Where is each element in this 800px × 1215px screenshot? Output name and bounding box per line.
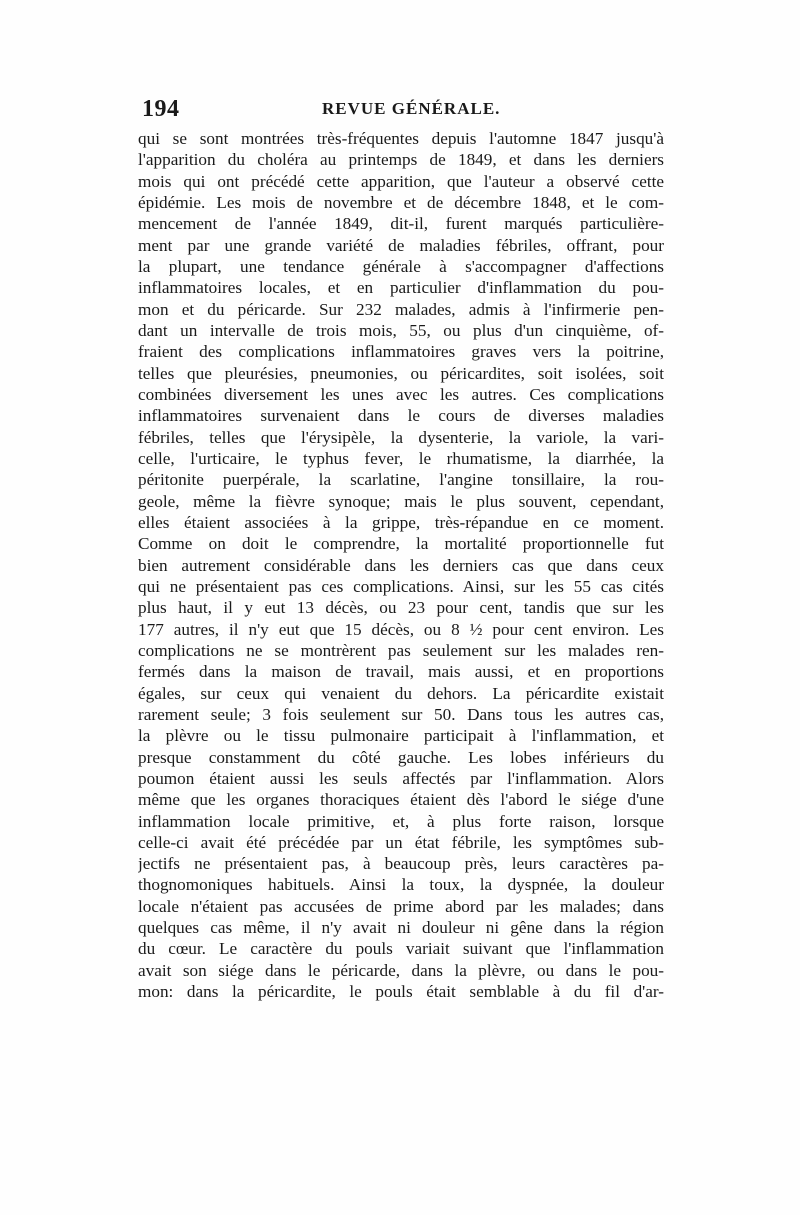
text-line: presque constamment du côté gauche. Les lobes inférieurs du [138,747,664,767]
text-line: ment par une grande variété de maladies fébriles, offrant, pour [138,235,664,255]
text-line: rarement seule; 3 fois seulement sur 50. Dans tous les autres cas, [138,704,664,724]
text-line: dant un intervalle de trois mois, 55, ou plus d'un cinquième, of- [138,320,664,340]
text-line: jectifs ne présentaient pas, à beaucoup près, leurs caractères pa- [138,854,664,874]
text-line: péritonite puerpérale, la scarlatine, l'angine tonsillaire, la rou- [138,470,664,490]
page-number: 194 [142,96,180,122]
text-line: la plèvre ou le tissu pulmonaire participait à l'inflammation, et [138,726,664,746]
text-line: thognomoniques habituels. Ainsi la toux, la dyspnée, la douleur [138,875,664,895]
text-line: du cœur. Le caractère du pouls variait suivant que l'inflammation [138,939,664,959]
text-line: geole, même la fièvre synoque; mais le plus souvent, cependant, [138,491,664,511]
text-line: inflammation locale primitive, et, à plus forte raison, lorsque [138,811,664,831]
text-line: fraient des complications inflammatoires graves vers la poitrine, [138,342,664,362]
text-line: mon et du péricarde. Sur 232 malades, admis à l'infirmerie pen- [138,299,664,319]
text-line: inflammatoires locales, et en particulier d'inflammation du pou- [138,278,664,298]
text-line: fébriles, telles que l'érysipèle, la dysenterie, la variole, la vari- [138,427,664,447]
text-line: même que les organes thoraciques étaient dès l'abord le siége d'une [138,790,664,810]
text-line: égales, sur ceux qui venaient du dehors. La péricardite existait [138,683,664,703]
text-line: Comme on doit le comprendre, la mortalité proportionnelle fut [138,534,664,554]
text-line: mois qui ont précédé cette apparition, que l'auteur a observé cette [138,171,664,191]
text-line: qui ne présentaient pas ces complications. Ainsi, sur les 55 cas cités [138,576,664,596]
running-title: REVUE GÉNÉRALE. [322,99,501,118]
text-line: plus haut, il y eut 13 décès, ou 23 pour cent, tandis que sur les [138,598,664,618]
text-line: inflammatoires survenaient dans le cours de diverses maladies [138,406,664,426]
text-line: fermés dans la maison de travail, mais aussi, et en proportions [138,662,664,682]
text-line: la plupart, une tendance générale à s'accompagner d'affections [138,256,664,276]
text-line: telles que pleurésies, pneumonies, ou péricardites, soit isolées, soit [138,363,664,383]
text-line: complications ne se montrèrent pas seulement sur les malades ren- [138,640,664,660]
text-line: poumon étaient aussi les seuls affectés par l'inflammation. Alors [138,768,664,788]
text-line: elles étaient associées à la grippe, très-répandue en ce moment. [138,512,664,532]
text-line: 177 autres, il n'y eut que 15 décès, ou 8 ½ pour cent environ. Les [138,619,664,639]
text-line: l'apparition du choléra au printemps de 1849, et dans les derniers [138,150,664,170]
page-header [132,92,668,126]
text-line: quelques cas même, il n'y avait ni douleur ni gêne dans la région [138,918,664,938]
text-line: celle-ci avait été précédée par un état fébrile, les symptômes sub- [138,832,664,852]
text-line: locale n'étaient pas accusées de prime abord par les malades; dans [138,896,664,916]
text-line: avait son siége dans le péricarde, dans la plèvre, ou dans le pou- [138,960,664,980]
text-line: épidémie. Les mois de novembre et de décembre 1848, et le com- [138,192,664,212]
text-line: combinées diversement les unes avec les autres. Ces complications [138,384,664,404]
text-line: bien autrement considérable dans les derniers cas que dans ceux [138,555,664,575]
text-line: qui se sont montrées très-fréquentes depuis l'automne 1847 jusqu'à [138,129,664,148]
text-line: mencement de l'année 1849, dit-il, furent marqués particulière- [138,214,664,234]
text-line: celle, l'urticaire, le typhus fever, le rhumatisme, la diarrhée, la [138,448,664,468]
text-line: mon: dans la péricardite, le pouls était semblable à du fil d'ar- [138,982,664,1002]
body-text [138,128,664,1002]
